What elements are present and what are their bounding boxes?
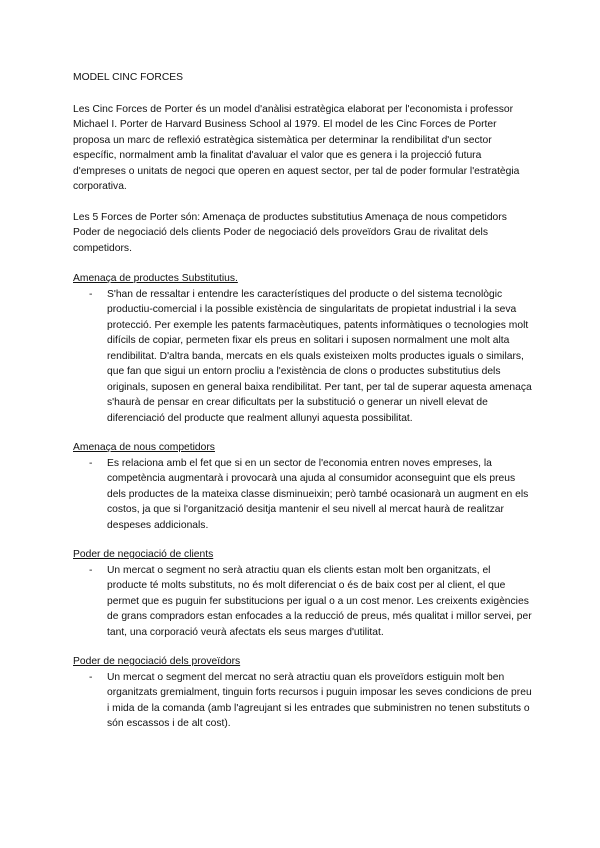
section-substitutes	[73, 271, 533, 426]
document-title: MODEL CINC FORCES	[73, 72, 184, 83]
bullet-list	[73, 670, 533, 732]
list-item	[89, 456, 533, 534]
bullet-marker: -	[89, 564, 93, 576]
bullet-text: Un mercat o segment no serà atractiu quan els clients estan molt ben organitzats, el producte té molts substituts, no és molt diferenciat o és de baix cost per al client, el que permet que es puguin fer substitucions per igual o a un cost menor. Les creixents exigències de grans compradors estan enfocades a la reducció de preus, més qualitat i millor servei, per tant, una corporació veurà afectats els seus marges d'utilitat.	[107, 564, 532, 638]
section-client-power	[73, 547, 533, 640]
bullet-list	[73, 563, 533, 641]
document-page	[73, 70, 533, 746]
list-item	[89, 287, 533, 427]
bullet-marker: -	[89, 671, 93, 683]
list-item	[89, 670, 533, 732]
bullet-text: Un mercat o segment del mercat no serà atractiu quan els proveïdors estiguin molt ben organitzats gremialment, tinguin forts recursos i puguin imposar les seves condicions de preu i mida de la comanda (amb l'agreujant si les entrades que subministren no tenen substituts o són escassos i de alt cost).	[107, 671, 532, 729]
bullet-marker: -	[89, 457, 93, 469]
bullet-text: Es relaciona amb el fet que si en un sector de l'economia entren noves empreses, la competència augmentarà i provocarà una ajuda al consumidor aconseguint que els preus dels productes de la mateixa classe disminueixin; però també ocasionarà un augment en els costos, ja que si l'organització desitja mantenir el seu nivell al mercat haurà de realitzar despeses addicionals.	[107, 457, 529, 531]
bullet-text: S'han de ressaltar i entendre les característiques del producte o del sistema tecnològic productiu-comercial i la possible existència de singularitats de propietat industrial i la seva protecció. Per exemple les patents farmacèutiques, patents informàtiques o tecnologies molt difícils de copiar, permeten fixar els preus en solitari i suposen normalment une molt alta rendibilitat. D'altra banda, mercats en els quals existeixen molts productes iguals o similars, que fan que sigui un entorn procliu a l'existència de clons o productes substitutius dels originals, suposen en general baixa rendibilitat. Per tant, per tal de superar aquesta amenaça s'haurà de pensar en crear dificultats per la substitució o generar un nivell elevat de diferenciació del producte que realment allunyi aquesta possibilitat.	[107, 288, 532, 424]
bullet-list	[73, 287, 533, 427]
intro-paragraph: Les Cinc Forces de Porter és un model d'anàlisi estratègica elaborat per l'economista i professor Michael I. Porter de Harvard Business School al 1979. El model de les Cinc Forces de Porter proposa un marc de reflexió estratègica sistemàtica per determinar la rendibilitat d'un sector específic, normalment amb la finalitat d'avaluar el valor que es genera i la projecció futura d'empreses o unitats de negoci que operen en aquest sector, per tal de poder formular l'estratègia corporativa.	[73, 103, 520, 192]
section-new-competitors	[73, 440, 533, 533]
forces-list-paragraph: Les 5 Forces de Porter són: Amenaça de productes substitutius Amenaça de nous competidors Poder de negociació dels clients Poder de negociació dels proveïdors Grau de rivalitat dels competidors.	[73, 211, 507, 254]
section-heading: Amenaça de nous competidors	[73, 442, 215, 453]
section-heading: Poder de negociació de clients	[73, 549, 214, 560]
list-item	[89, 563, 533, 641]
section-supplier-power	[73, 654, 533, 732]
section-heading: Poder de negociació dels proveïdors	[73, 656, 241, 667]
bullet-marker: -	[89, 288, 93, 300]
bullet-list	[73, 456, 533, 534]
section-heading: Amenaça de productes Substitutius.	[73, 273, 238, 284]
